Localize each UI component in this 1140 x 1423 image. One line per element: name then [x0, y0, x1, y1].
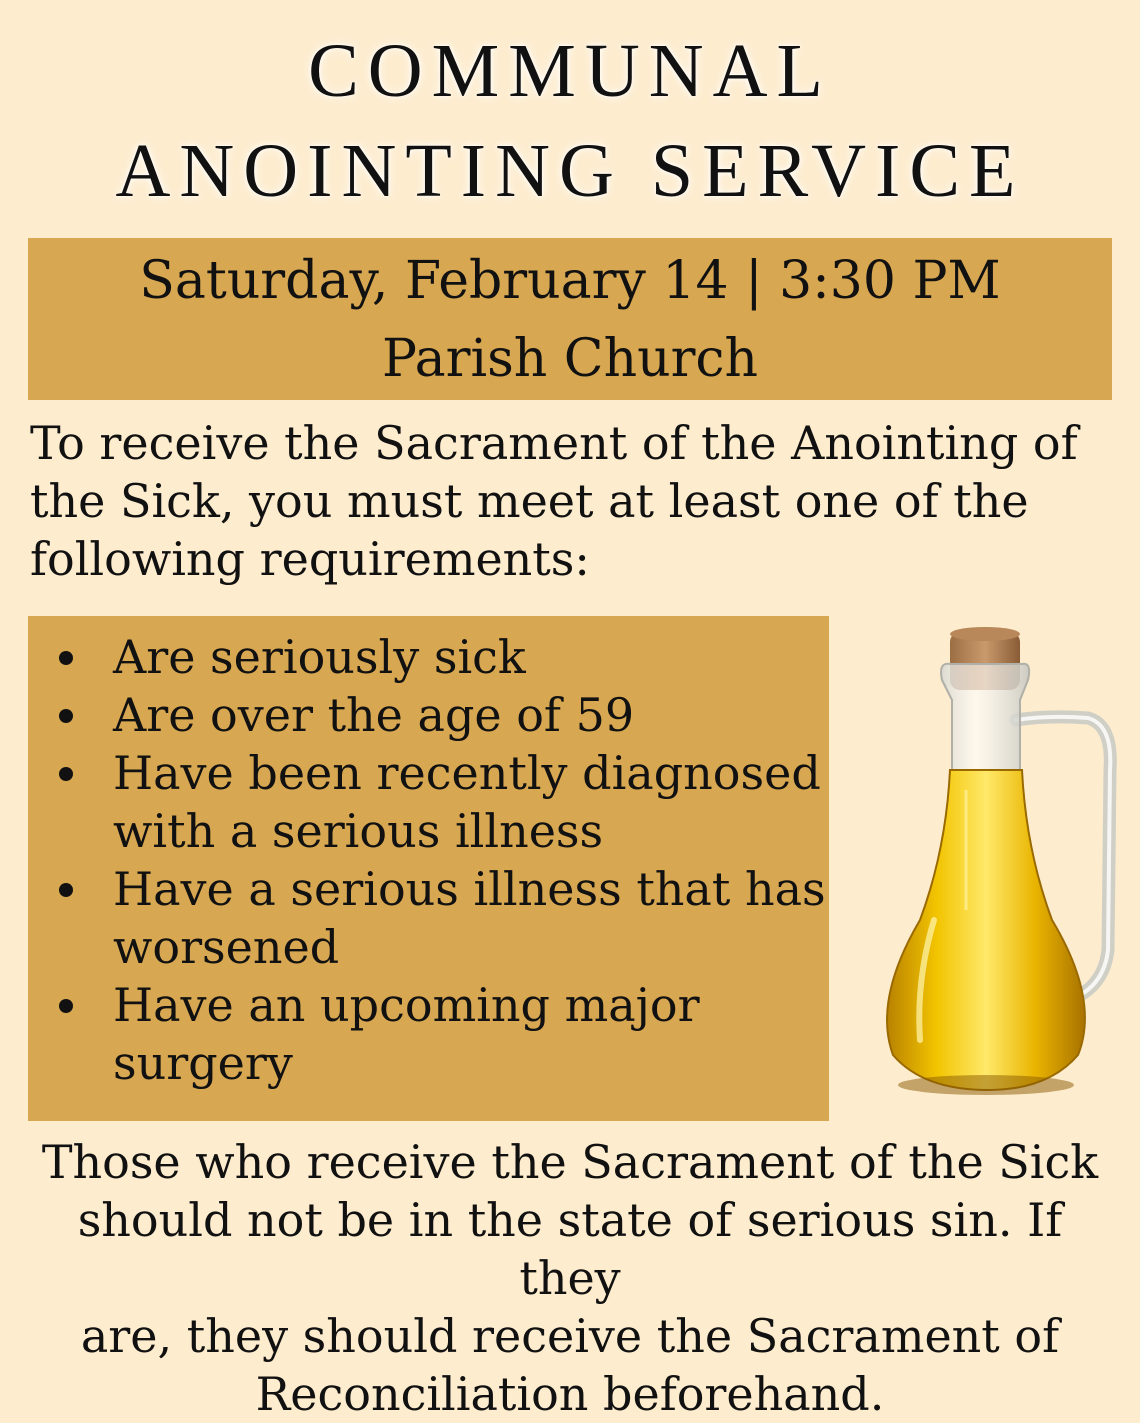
intro-line: following requirements:: [30, 532, 590, 586]
footer-line: should not be in the state of serious sin. If they: [77, 1193, 1063, 1305]
event-banner: [28, 238, 1112, 400]
event-location: Parish Church: [381, 329, 759, 389]
requirement-text: Have been recently diagnosed: [113, 746, 821, 800]
requirement-text: Have an upcoming major: [113, 978, 700, 1032]
footer-line: are, they should receive the Sacrament of: [80, 1309, 1060, 1363]
footer-line: Reconciliation beforehand.: [255, 1367, 885, 1421]
title-line-2: ANOINTING SERVICE: [115, 129, 1025, 213]
requirement-text: Have a serious illness that has: [113, 862, 826, 916]
oil-body: [887, 770, 1085, 1090]
intro-line: To receive the Sacrament of the Anointing of: [30, 416, 1078, 470]
requirement-text: Are seriously sick: [113, 630, 526, 684]
oil-cruet-image: [838, 620, 1128, 1100]
requirement-item: [28, 628, 829, 686]
bullet-icon: [59, 651, 73, 665]
footer-line: Those who receive the Sacrament of the Sick: [41, 1135, 1099, 1189]
requirement-text: worsened: [113, 920, 340, 974]
requirement-item: [28, 860, 829, 976]
requirement-item: [28, 686, 829, 744]
bullet-icon: [59, 767, 73, 781]
requirement-text: with a serious illness: [113, 804, 604, 858]
requirement-text: Are over the age of 59: [113, 688, 635, 742]
bullet-icon: [59, 709, 73, 723]
bullet-icon: [59, 999, 73, 1013]
requirement-item: [28, 976, 829, 1092]
event-date-time: Saturday, February 14 | 3:30 PM: [139, 251, 1001, 311]
title-line-1: COMMUNAL: [308, 29, 832, 113]
intro-line: the Sick, you must meet at least one of the: [30, 474, 1029, 528]
bullet-icon: [59, 883, 73, 897]
requirement-item: [28, 744, 829, 860]
requirements-box: [28, 616, 829, 1121]
requirements-list: [28, 628, 829, 1092]
intro-paragraph: [30, 414, 1120, 588]
requirement-text: surgery: [113, 1036, 293, 1090]
